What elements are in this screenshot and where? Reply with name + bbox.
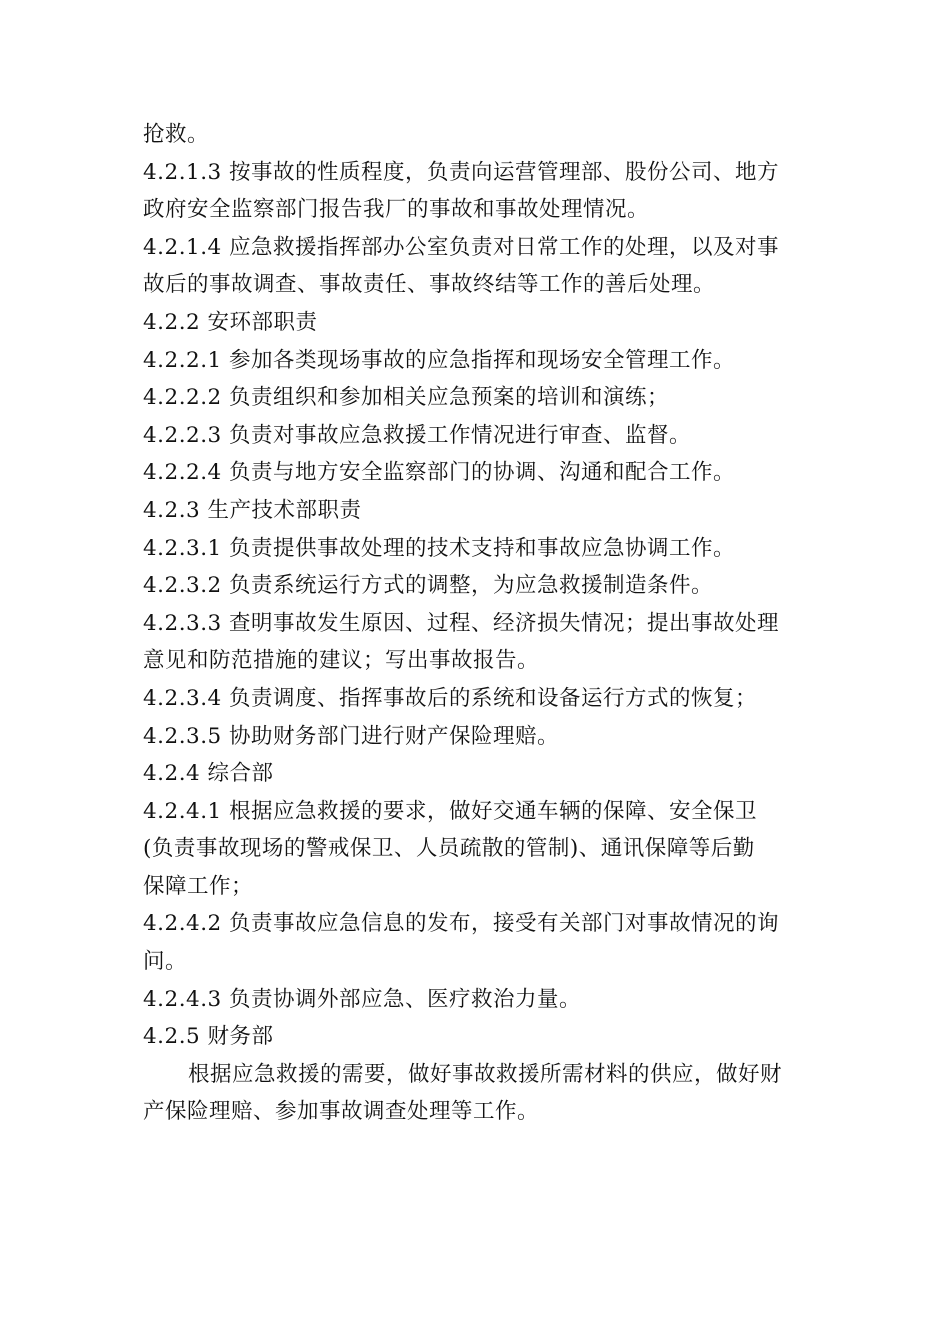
text-line: 4.2.4.3 负责协调外部应急、医疗救治力量。 [143, 986, 582, 1012]
text-line: (负责事故现场的警戒保卫、人员疏散的管制)、通讯保障等后勤 [143, 836, 755, 862]
text-line: 4.2.3.2 负责系统运行方式的调整，为应急救援制造条件。 [143, 573, 714, 599]
text-line: 4.2.2.3 负责对事故应急救援工作情况进行审查、监督。 [143, 422, 692, 448]
text-line: 抢救。 [143, 122, 210, 147]
text-line: 4.2.2.4 负责与地方安全监察部门的协调、沟通和配合工作。 [143, 460, 736, 486]
text-line: 4.2.2 安环部职责 [143, 309, 318, 335]
text-line: 4.2.2.2 负责组织和参加相关应急预案的培训和演练； [143, 385, 670, 411]
text-line: 4.2.5 财务部 [143, 1024, 274, 1050]
text-line: 4.2.4.1 根据应急救援的要求，做好交通车辆的保障、安全保卫 [143, 798, 758, 824]
text-line: 根据应急救援的需要，做好事故救援所需材料的供应，做好财 [188, 1061, 783, 1087]
text-line: 4.2.3.3 查明事故发生原因、过程、经济损失情况；提出事故处理 [143, 610, 780, 636]
text-line: 4.2.3.1 负责提供事故处理的技术支持和事故应急协调工作。 [143, 535, 736, 561]
text-line: 故后的事故调查、事故责任、事故终结等工作的善后处理。 [143, 272, 716, 298]
text-line: 意见和防范措施的建议；写出事故报告。 [143, 648, 540, 674]
text-line: 4.2.3.4 负责调度、指挥事故后的系统和设备运行方式的恢复； [143, 685, 758, 711]
text-line: 4.2.1.3 按事故的性质程度，负责向运营管理部、股份公司、地方 [143, 159, 780, 185]
text-line: 4.2.1.4 应急救援指挥部办公室负责对日常工作的处理，以及对事 [143, 234, 780, 260]
text-line: 政府安全监察部门报告我厂的事故和事故处理情况。 [143, 197, 650, 223]
text-line: 问。 [143, 949, 188, 975]
document-page [143, 116, 813, 1131]
text-line: 4.2.4 综合部 [143, 761, 274, 787]
text-line: 产保险理赔、参加事故调查处理等工作。 [143, 1099, 540, 1125]
text-line: 4.2.3.5 协助财务部门进行财产保险理赔。 [143, 723, 560, 749]
text-line: 4.2.3 生产技术部职责 [143, 497, 362, 523]
text-line: 4.2.4.2 负责事故应急信息的发布，接受有关部门对事故情况的询 [143, 911, 780, 937]
text-line: 4.2.2.1 参加各类现场事故的应急指挥和现场安全管理工作。 [143, 347, 736, 373]
text-line: 保障工作； [143, 873, 254, 899]
